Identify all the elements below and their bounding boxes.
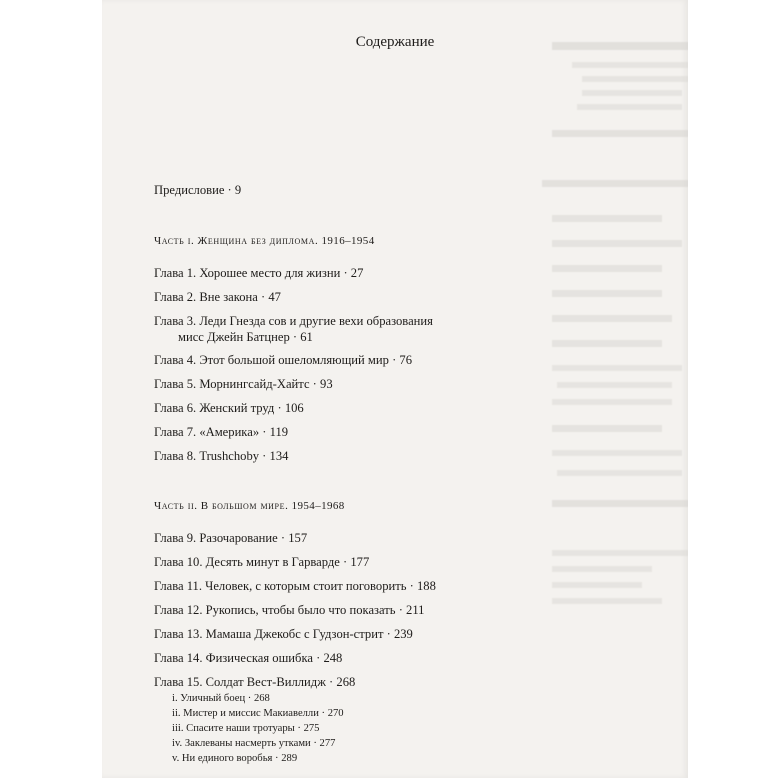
part-years: 1954–1968: [291, 500, 345, 512]
book-page: [102, 0, 688, 778]
toc-subsection: iv. Заклеваны насмерть утками · 277: [172, 738, 336, 749]
toc-entry: Глава 3. Леди Гнезда сов и другие вехи образования: [154, 314, 433, 328]
toc-entry: Глава 5. Морнингсайд-Хайтс · 93: [154, 377, 333, 391]
toc-entry: Глава 8. Trushchoby · 134: [154, 449, 289, 463]
toc-entry: Глава 7. «Америка» · 119: [154, 425, 289, 439]
part-years: 1916–1954: [321, 235, 375, 247]
toc-subsection: i. Уличный боец · 268: [172, 693, 270, 704]
toc-subsection: ii. Мистер и миссис Макиавелли · 270: [172, 708, 344, 719]
toc-subsection: v. Ни единого воробья · 289: [172, 753, 298, 764]
part-name: Женщина без диплома.: [197, 235, 319, 247]
show-through-texture: [532, 30, 688, 630]
part-label: Часть ii.: [154, 500, 198, 512]
toc-entry: Глава 6. Женский труд · 106: [154, 401, 304, 415]
toc-entry: Глава 14. Физическая ошибка · 248: [154, 651, 343, 665]
part-heading-2: [154, 499, 345, 514]
part-label: Часть i.: [154, 235, 195, 247]
toc-entry: Глава 1. Хорошее место для жизни · 27: [154, 266, 364, 280]
toc-entry: Глава 12. Рукопись, чтобы было что показать · 211: [154, 603, 425, 617]
toc-entry: Глава 10. Десять минут в Гарварде · 177: [154, 555, 370, 569]
part-name: В большом мире.: [200, 500, 289, 512]
toc-entry: Глава 11. Человек, с которым стоит поговорить · 188: [154, 579, 436, 593]
toc-entry-continuation: мисс Джейн Батцнер · 61: [178, 330, 313, 344]
toc-entry: Глава 9. Разочарование · 157: [154, 531, 308, 545]
toc-entry: Глава 13. Мамаша Джекобс с Гудзон-стрит · 239: [154, 627, 413, 641]
preface-entry: Предисловие · 9: [154, 183, 242, 197]
toc-entry: Глава 4. Этот большой ошеломляющий мир · 76: [154, 353, 412, 367]
toc-entry: Глава 2. Вне закона · 47: [154, 290, 281, 304]
part-heading-1: [154, 234, 375, 249]
toc-subsection: iii. Спасите наши тротуары · 275: [172, 723, 320, 734]
page-title: Содержание: [355, 34, 435, 50]
toc-entry: Глава 15. Солдат Вест-Виллидж · 268: [154, 675, 356, 689]
